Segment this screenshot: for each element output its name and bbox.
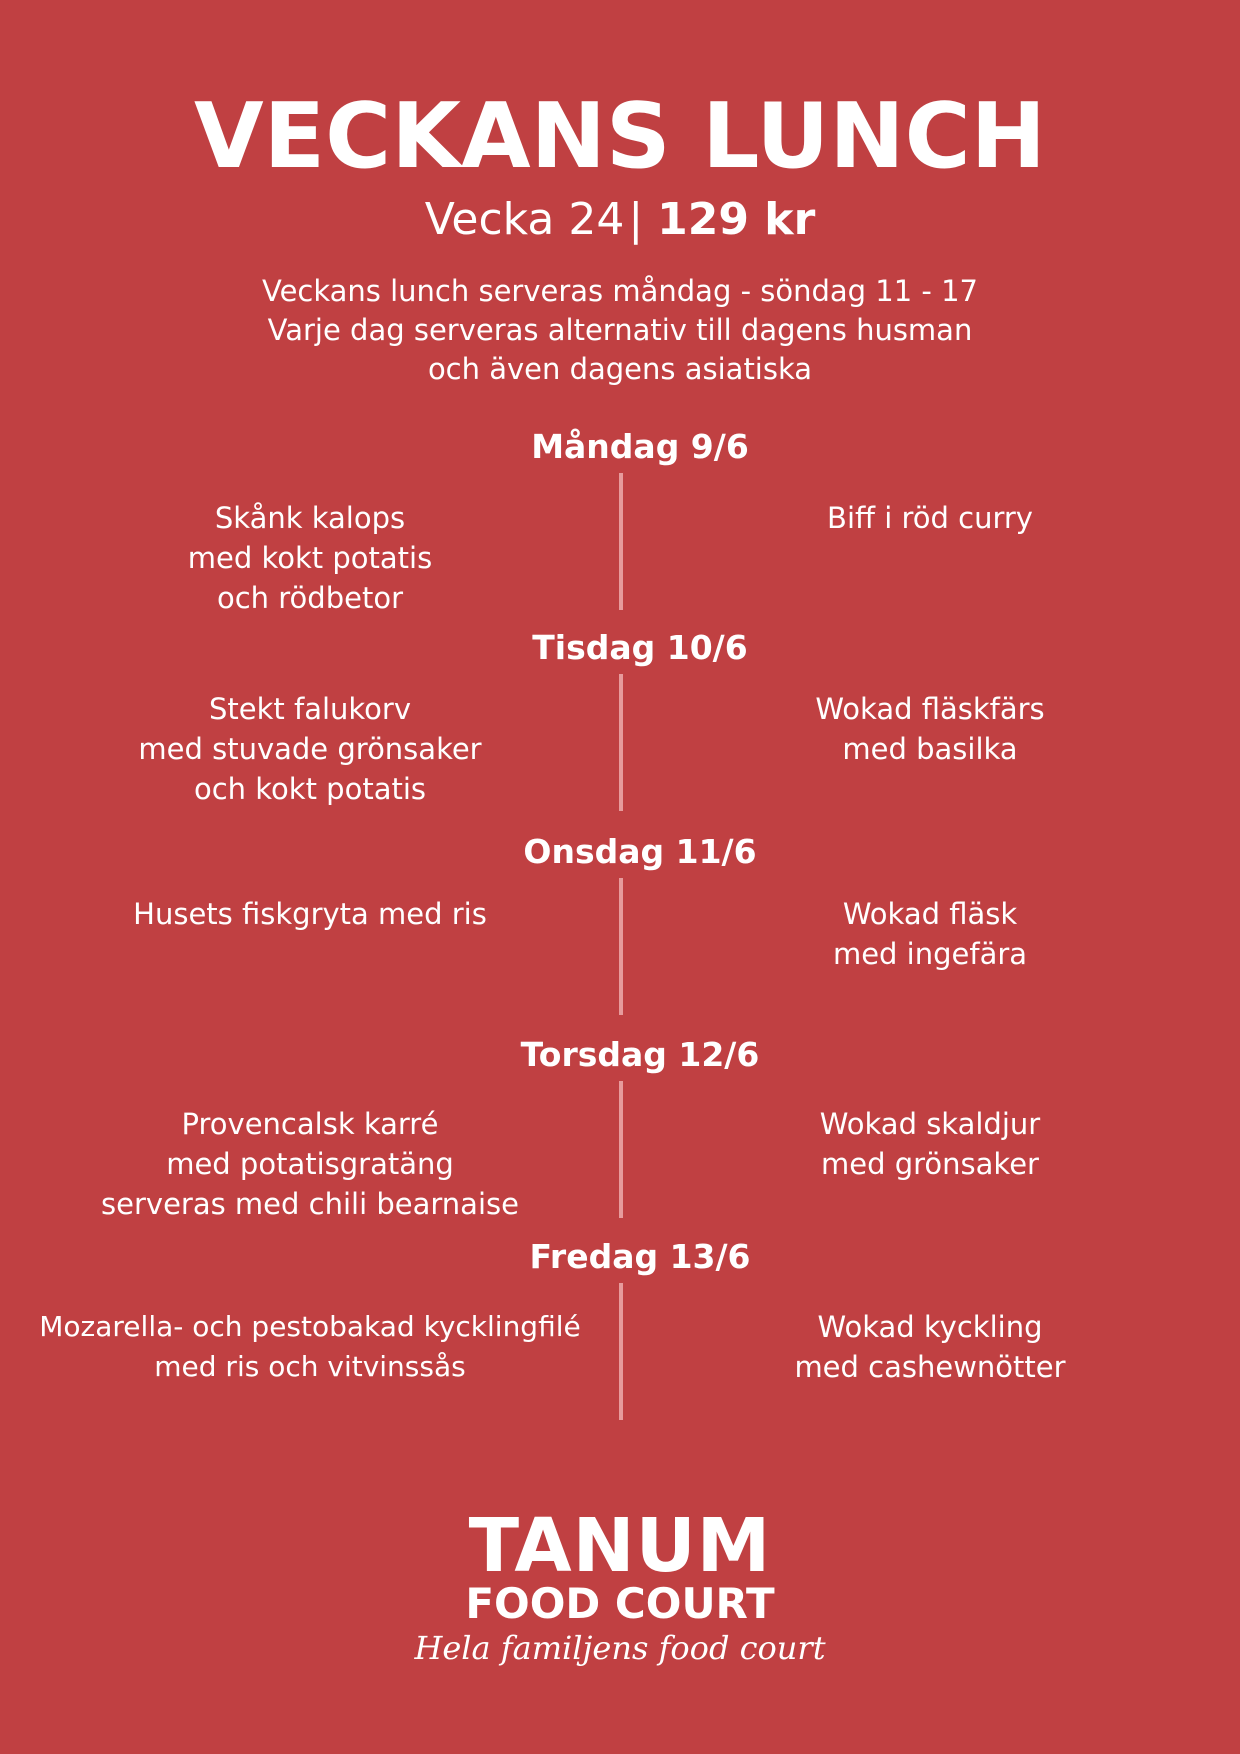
dish-line: med grönsaker — [821, 1147, 1039, 1181]
dish-line: Biff i röd curry — [827, 501, 1033, 535]
husman-dish-monday — [0, 498, 620, 618]
intro-line: och även dagens asiatiska — [427, 352, 813, 386]
week-price-line — [0, 192, 1240, 248]
asian-dish-monday — [750, 498, 1110, 538]
dish-line: Wokad kyckling — [817, 1310, 1043, 1344]
day-heading-tuesday: Tisdag 10/6 — [532, 628, 748, 667]
husman-dish-friday — [0, 1307, 620, 1387]
asian-dish-friday — [750, 1307, 1110, 1387]
logo-tagline: Hela familjens food court — [414, 1629, 826, 1667]
dish-line: och kokt potatis — [194, 772, 426, 806]
dish-line: med kokt potatis — [187, 541, 433, 575]
asian-dish-tuesday — [750, 689, 1110, 769]
dish-line: Skånk kalops — [214, 501, 406, 535]
dish-line: Wokad skaldjur — [819, 1107, 1041, 1141]
asian-dish-thursday — [750, 1104, 1110, 1184]
logo-name: TANUM — [468, 1503, 772, 1589]
day-heading-monday: Måndag 9/6 — [531, 427, 749, 466]
separator: | — [628, 194, 644, 245]
page-title: VECKANS LUNCH — [194, 84, 1046, 189]
dish-line: med potatisgratäng — [166, 1147, 454, 1181]
husman-dish-wednesday — [0, 894, 620, 934]
intro-line: Veckans lunch serveras måndag - söndag 11 - 17 — [261, 274, 979, 308]
dish-line: Wokad fläskfärs — [815, 692, 1045, 726]
intro-line: Varje dag serveras alternativ till dagens husman — [267, 313, 973, 347]
dish-line: med basilka — [842, 732, 1018, 766]
dish-line: med ris och vitvinssås — [154, 1350, 466, 1383]
price-label: 129 kr — [657, 194, 816, 245]
intro-text — [0, 272, 1240, 389]
dish-line: serveras med chili bearnaise — [101, 1187, 519, 1221]
dish-line: Husets fiskgryta med ris — [133, 897, 487, 931]
logo-subtitle: FOOD COURT — [465, 1579, 775, 1628]
dish-line: och rödbetor — [216, 581, 403, 615]
dish-line: med stuvade grönsaker — [138, 732, 482, 766]
day-heading-wednesday: Onsdag 11/6 — [523, 832, 757, 871]
dish-line: med ingefära — [832, 937, 1028, 971]
dish-line: Mozarella- och pestobakad kycklingfilé — [39, 1310, 581, 1343]
dish-line: Provencalsk karré — [181, 1107, 439, 1141]
husman-dish-tuesday — [0, 689, 620, 809]
week-label: Vecka 24 — [424, 194, 625, 245]
day-heading-friday: Fredag 13/6 — [529, 1237, 751, 1276]
dish-line: med cashewnötter — [794, 1350, 1066, 1384]
dish-line: Stekt falukorv — [208, 692, 411, 726]
dish-line: Wokad fläsk — [842, 897, 1018, 931]
day-heading-thursday: Torsdag 12/6 — [520, 1035, 760, 1074]
asian-dish-wednesday — [750, 894, 1110, 974]
husman-dish-thursday — [0, 1104, 620, 1224]
